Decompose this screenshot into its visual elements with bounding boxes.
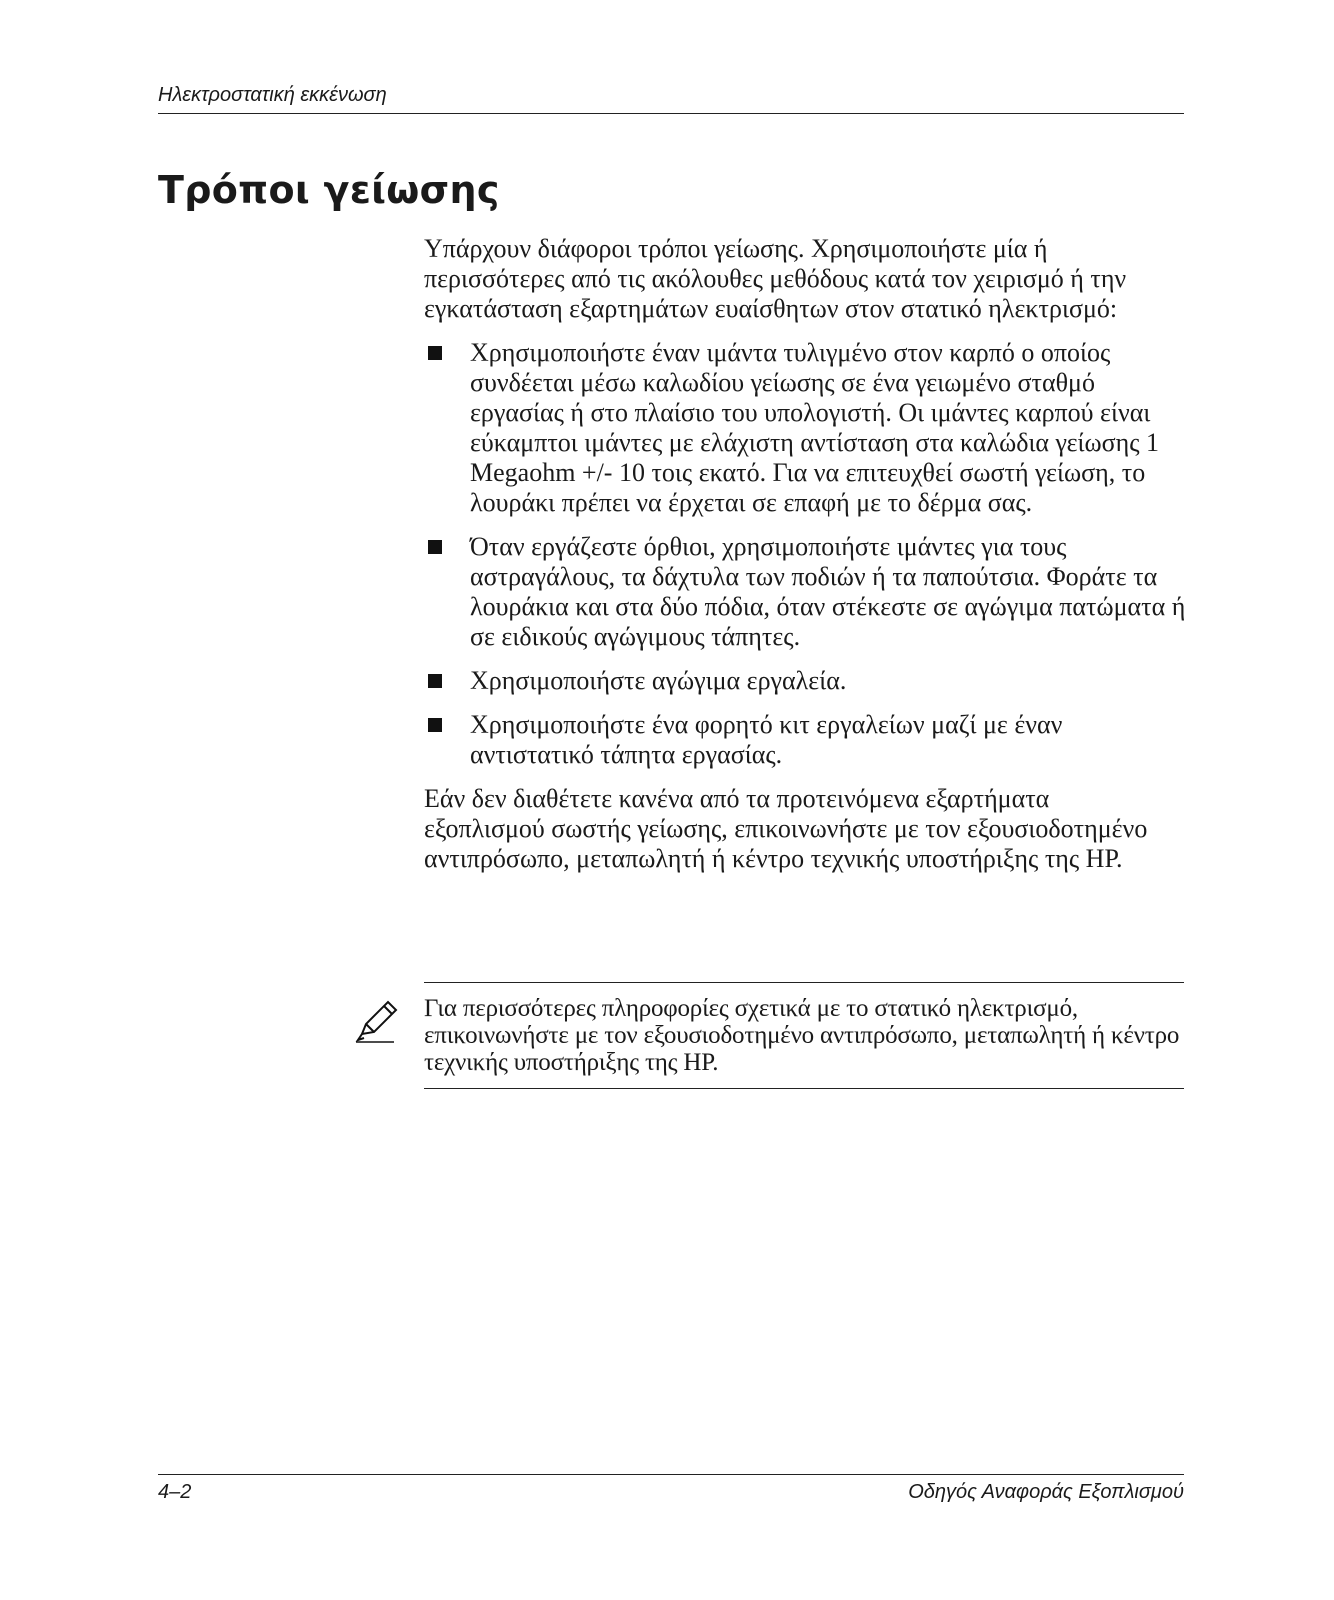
book-title: Οδηγός Αναφοράς Εξοπλισμού — [908, 1481, 1184, 1503]
list-item-text: Χρησιμοποιήστε αγώγιμα εργαλεία. — [470, 666, 847, 695]
closing-paragraph: Εάν δεν διαθέτετε κανένα από τα προτεινόμενα εξαρτήματα εξοπλισμού σωστής γείωσης, επικοινωνήστε με τον εξουσιοδοτημένο αντιπρόσωπο, μεταπωλητή ή κέντρο τεχνικής υποστήριξης της HP. — [424, 784, 1148, 873]
square-bullet-icon — [428, 540, 442, 554]
intro-paragraph: Υπάρχουν διάφοροι τρόποι γείωσης. Χρησιμοποιήστε μία ή περισσότερες από τις ακόλουθες μεθόδους κατά τον χειρισμό ή την εγκατάσταση εξαρτημάτων ευαίσθητων στον στατικό ηλεκτρισμό: — [424, 234, 1127, 323]
pencil-note-icon — [354, 998, 400, 1044]
note-text: Για περισσότερες πληροφορίες σχετικά με το στατικό ηλεκτρισμό, επικοινωνήστε με τον εξουσιοδοτημένο αντιπρόσωπο, μεταπωλητή ή κέντρο τεχνικής υποστήριξης της HP. — [424, 995, 1180, 1076]
grounding-methods-list — [424, 338, 1194, 770]
square-bullet-icon — [428, 718, 442, 732]
note-box — [424, 982, 1184, 1089]
list-item — [424, 532, 1190, 652]
page-number: 4–2 — [158, 1481, 192, 1503]
list-item — [424, 338, 1190, 518]
list-item — [424, 666, 1190, 696]
list-item-text: Χρησιμοποιήστε ένα φορητό κιτ εργαλείων μαζί με έναν αντιστατικό τάπητα εργασίας. — [470, 710, 1063, 769]
square-bullet-icon — [428, 346, 442, 360]
page-title: Τρόποι γείωσης — [158, 168, 500, 212]
list-item — [424, 710, 1190, 770]
list-item-text: Χρησιμοποιήστε έναν ιμάντα τυλιγμένο στον καρπό ο οποίος συνδέεται μέσω καλωδίου γείωσης σε ένα γειωμένο σταθμό εργασίας ή στο πλαίσιο του υπολογιστή. Οι ιμάντες καρπού είναι εύκαμπτοι ιμάντες με ελάχιστη αντίσταση στα καλώδια γείωσης 1 Megaohm +/- 10 τοις εκατό. Για να επιτευχθεί σωστή γείωση, το λουράκι πρέπει να έρχεται σε επαφή με το δέρμα σας. — [470, 338, 1160, 517]
list-item-text: Όταν εργάζεστε όρθιοι, χρησιμοποιήστε ιμάντες για τους αστραγάλους, τα δάχτυλα των ποδιών ή τα παπούτσια. Φοράτε τα λουράκια και στα δύο πόδια, όταν στέκεστε σε αγώγιμα πατώματα ή σε ειδικούς αγώγιμους τάπητες. — [470, 532, 1186, 651]
running-header-title: Ηλεκτροστατική εκκένωση — [158, 84, 387, 106]
page-footer — [158, 1474, 1184, 1504]
body-content — [424, 234, 1194, 888]
running-header — [158, 84, 1184, 114]
square-bullet-icon — [428, 674, 442, 688]
